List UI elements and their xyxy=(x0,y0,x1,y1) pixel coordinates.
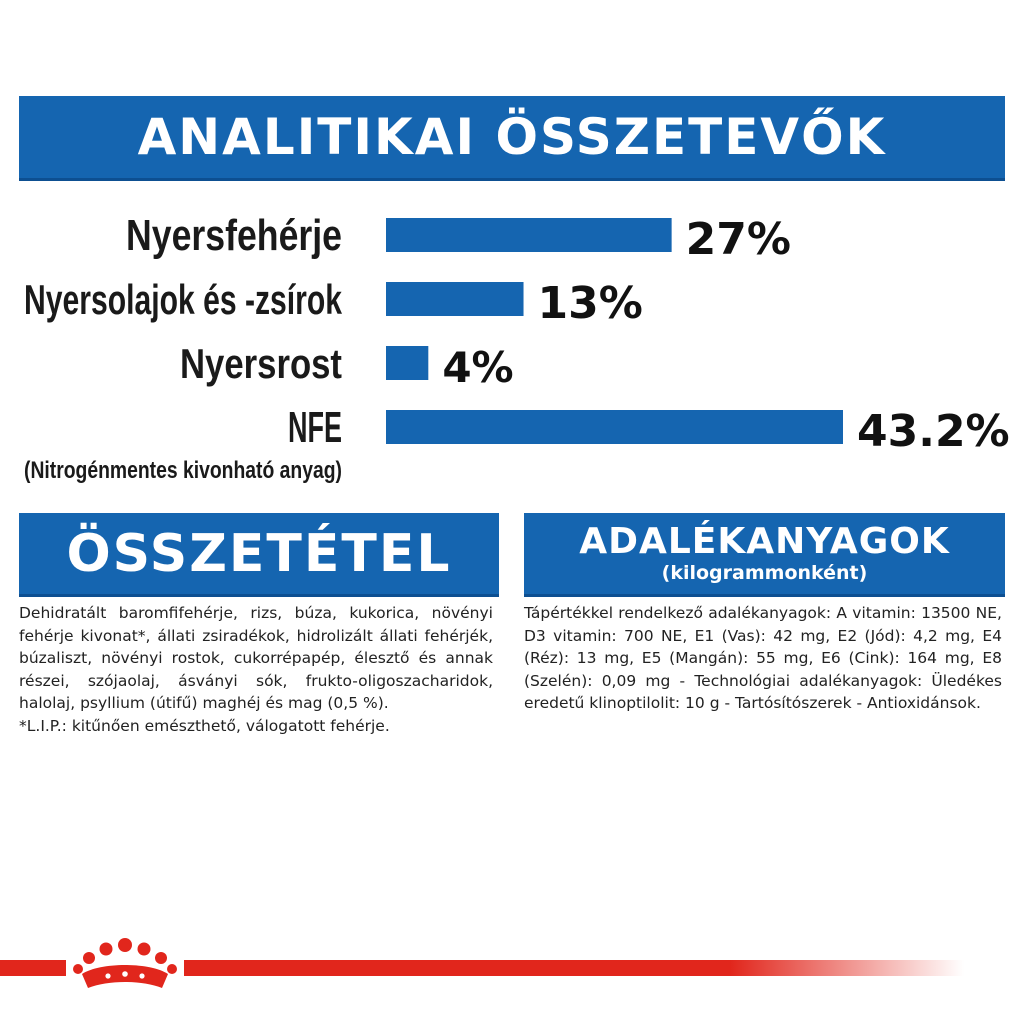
additives-text: Tápértékkel rendelkező adalékanyagok: A vitamin: 13500 NE, D3 vitamin: 700 NE, E1 (Vas): 42 mg, E2 (Jód): 4,2 mg, E4 (Réz): 13 mg, E5 (Mangán): 55 mg, E6 (Cink): 164 mg, E8 (Szelén): 0,09 mg - Technológiai adalékanyagok: Üledékes eredetű klinoptilolit: 10 g - Tartósítószerek - Antioxidánsok. xyxy=(524,604,1002,712)
royal-canin-crown-icon xyxy=(70,936,180,996)
value-label-2: 13% xyxy=(537,278,643,329)
composition-footnote: *L.I.P.: kitűnően emészthető, válogatott fehérje. xyxy=(19,716,390,735)
category-label-1: Nyersfehérje xyxy=(126,211,342,260)
analytics-header-banner xyxy=(19,96,1005,181)
value-label-1: 27% xyxy=(685,214,791,265)
additives-subtitle: (kilogrammonként) xyxy=(661,562,868,584)
analytics-title: ANALITIKAI ÖSSZETEVŐK xyxy=(137,108,887,166)
additives-title: ADALÉKANYAGOK xyxy=(579,521,950,562)
composition-section xyxy=(19,602,493,737)
footer-stripe-right xyxy=(184,960,964,976)
analytics-bar-chart xyxy=(0,195,1024,485)
bar-1 xyxy=(386,218,672,252)
category-label-2: Nyersolajok és -zsírok xyxy=(24,276,343,323)
bar-2 xyxy=(386,282,524,316)
additives-header-banner xyxy=(524,513,1005,597)
category-label-4: NFE xyxy=(288,403,342,452)
bar-3 xyxy=(386,346,428,380)
composition-text: Dehidratált baromfifehérje, rizs, búza, kukorica, növényi fehérje kivonat*, állati zsiradékok, hidrolizált állati fehérjék, búzaliszt, növényi rostok, cukorrépapép, élesztő és annak részei, szójaolaj, ásványi sók, frukto-oligoszacharidok, halolaj, psyllium (útifű) maghéj és mag (0,5 %). xyxy=(19,604,493,712)
bar-4 xyxy=(386,410,843,444)
category-label-3: Nyersrost xyxy=(180,340,342,387)
category-sublabel-4: (Nitrogénmentes kivonható anyag) xyxy=(24,457,342,484)
footer-stripe-left xyxy=(0,960,66,976)
composition-title: ÖSSZETÉTEL xyxy=(66,523,452,584)
value-label-3: 4% xyxy=(442,343,514,392)
value-label-4: 43.2% xyxy=(857,406,1010,457)
composition-header-banner xyxy=(19,513,499,597)
additives-section xyxy=(524,602,1002,715)
